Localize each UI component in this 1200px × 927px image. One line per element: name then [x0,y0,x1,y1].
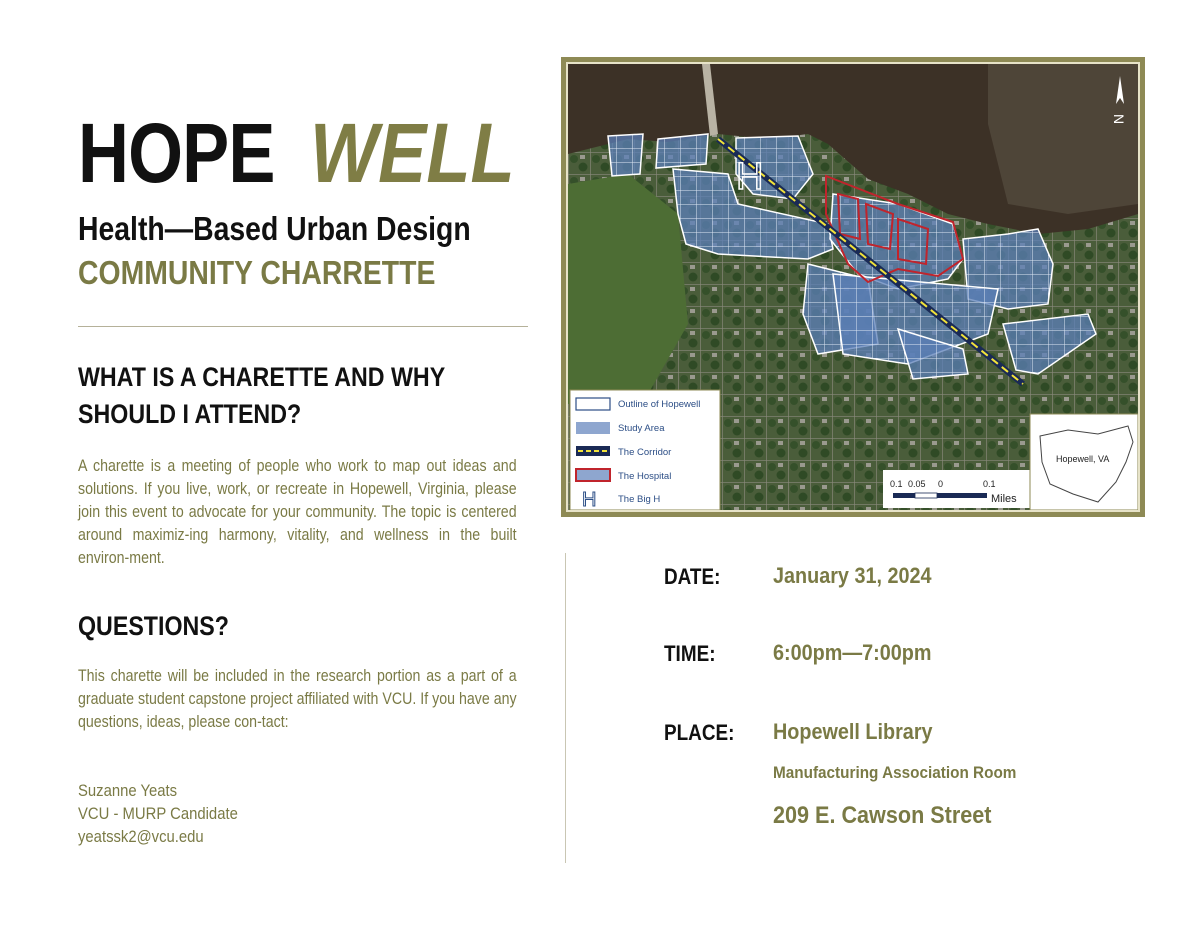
contact-name: Suzanne Yeats [78,782,178,800]
scale-unit: Miles [991,493,1017,505]
scale-bar [883,470,1033,508]
scale-tick-2: 0.05 [908,479,926,489]
questions-heading: QUESTIONS? [78,611,229,641]
time-label: TIME: [664,641,716,666]
scale-tick-1: 0.1 [890,479,903,489]
logo-well-text: WELL [310,106,515,200]
north-label: N [1111,114,1127,125]
big-h-icon: H [582,489,597,510]
scale-tick-3: 0 [938,479,944,489]
place-address: 209 E. Cawson Street [773,802,992,829]
map-river-shade [988,64,1138,214]
place-label: PLACE: [664,720,735,745]
place-room: Manufacturing Association Room [773,763,1017,782]
questions-body: This charette will be included in the research portion as a part of a graduate student capstone project affiliated with VCU. If you have any questions, ideas, please con-tact: [78,667,517,731]
date-label: DATE: [664,564,721,589]
scale-tick-4: 0.1 [983,479,996,489]
inset-locator-map [1030,414,1138,510]
place-name: Hopewell Library [773,719,933,744]
hopewell-logo [78,108,538,198]
what-body: A charette is a meeting of people who work to map out ideas and solutions. If you live, work, or recreate in Hopewell, Virginia, please join this event to advocate for your community. The topic is centered around maximiz-ing harmony, vitality, and wellness in the built environ-ment. [78,457,517,567]
section-divider [78,326,528,327]
legend-label-outline: Outline of Hopewell [618,399,701,410]
legend-label-hospital: The Hospital [618,471,672,482]
legend-label-big-h: The Big H [618,494,661,505]
contact-title: VCU - MURP Candidate [78,805,238,823]
page-subtitle: Health—Based Urban Design [78,210,471,247]
inset-label: Hopewell, VA [1056,454,1110,464]
outline-swatch [576,398,610,410]
hospital-swatch [576,469,610,481]
big-h-marker: H [736,156,764,198]
what-heading-line1: WHAT IS A CHARETTE AND WHY [78,362,446,392]
what-heading-line2: SHOULD I ATTEND? [78,399,302,429]
date-value: January 31, 2024 [773,563,932,588]
legend-label-study: Study Area [618,423,665,434]
map-image [568,64,1138,510]
logo-hope-text: HOPE [78,106,275,200]
legend-label-corridor: The Corridor [618,447,672,458]
column-divider [565,553,566,863]
contact-email[interactable]: yeatssk2@vcu.edu [78,828,204,846]
event-type-title: COMMUNITY CHARRETTE [78,254,436,291]
time-value: 6:00pm—7:00pm [773,640,932,665]
map-legend [570,390,720,510]
study-area-swatch [576,422,610,434]
study-area-map [561,57,1145,517]
